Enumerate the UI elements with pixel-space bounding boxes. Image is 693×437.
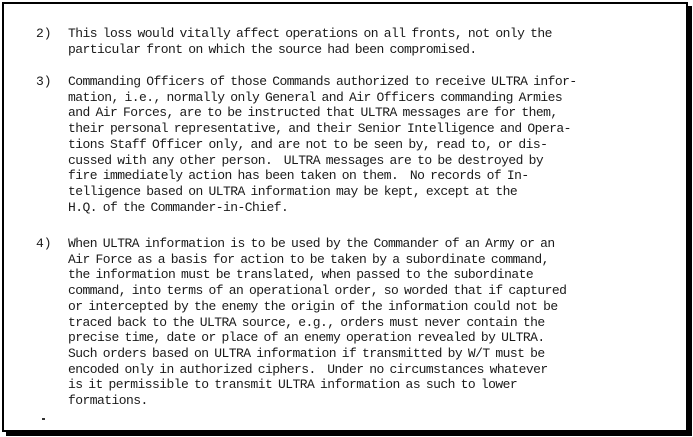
text-line: Air Force as a basis for action to be taken by a subordinate command, <box>68 251 549 267</box>
paragraph-number: 2) <box>36 26 52 41</box>
text-line: or intercepted by the enemy the origin of the information could not be <box>68 298 558 314</box>
paragraph-number: 3) <box>36 74 52 89</box>
paragraph-text <box>68 236 676 409</box>
text-line: traced back to the ULTRA source, e.g., orders must never contain the <box>68 314 545 330</box>
paragraph-text <box>68 74 676 215</box>
text-line: precise time, date or place of an enemy operation revealed by ULTRA. <box>68 330 545 346</box>
text-line: When ULTRA information is to be used by the Commander of an Army or an <box>68 236 555 251</box>
paragraph-text <box>68 26 676 57</box>
text-line: Such orders based on ULTRA information if transmitted by W/T must be <box>68 345 545 361</box>
text-line: mation, i.e., normally only General and Air Officers commanding Armies <box>68 89 563 105</box>
text-line: This loss would vitally affect operations on all fronts, not only the <box>68 26 552 41</box>
text-line: their personal representative, and their Senior Intelligence and Opera- <box>68 121 571 137</box>
text-line: the information must be translated, when passed to the subordinate <box>68 267 534 283</box>
text-line: and Air Forces, are to be instructed that ULTRA messages are for them, <box>68 105 558 121</box>
text-line: H.Q. of the Commander-in-Chief. <box>68 199 289 215</box>
text-line: command, into terms of an operational order, so worded that if captured <box>68 283 567 299</box>
text-line: cussed with any other person. ULTRA messages are to be destroyed by <box>68 152 544 168</box>
document-page <box>4 4 686 430</box>
text-line: encoded only in authorized ciphers. Under no circumstances whatever <box>68 361 548 377</box>
paragraph-number: 4) <box>36 236 52 251</box>
text-line: particular front on which the source had been compromised. <box>68 41 477 57</box>
text-line: Commanding Officers of those Commands authorized to receive ULTRA infor- <box>68 74 577 89</box>
document-frame <box>2 2 688 432</box>
text-line: formations. <box>68 393 148 409</box>
text-line: tions Staff Officer only, and are not to be seen by, read to, or dis- <box>68 136 548 152</box>
scan-mark <box>42 418 45 420</box>
text-line: telligence based on ULTRA information may be kept, except at the <box>68 183 518 199</box>
text-line: fire immediately action has been taken on them. No records of In- <box>68 168 529 184</box>
text-line: is it permissible to transmit ULTRA information as such to lower <box>68 377 518 393</box>
